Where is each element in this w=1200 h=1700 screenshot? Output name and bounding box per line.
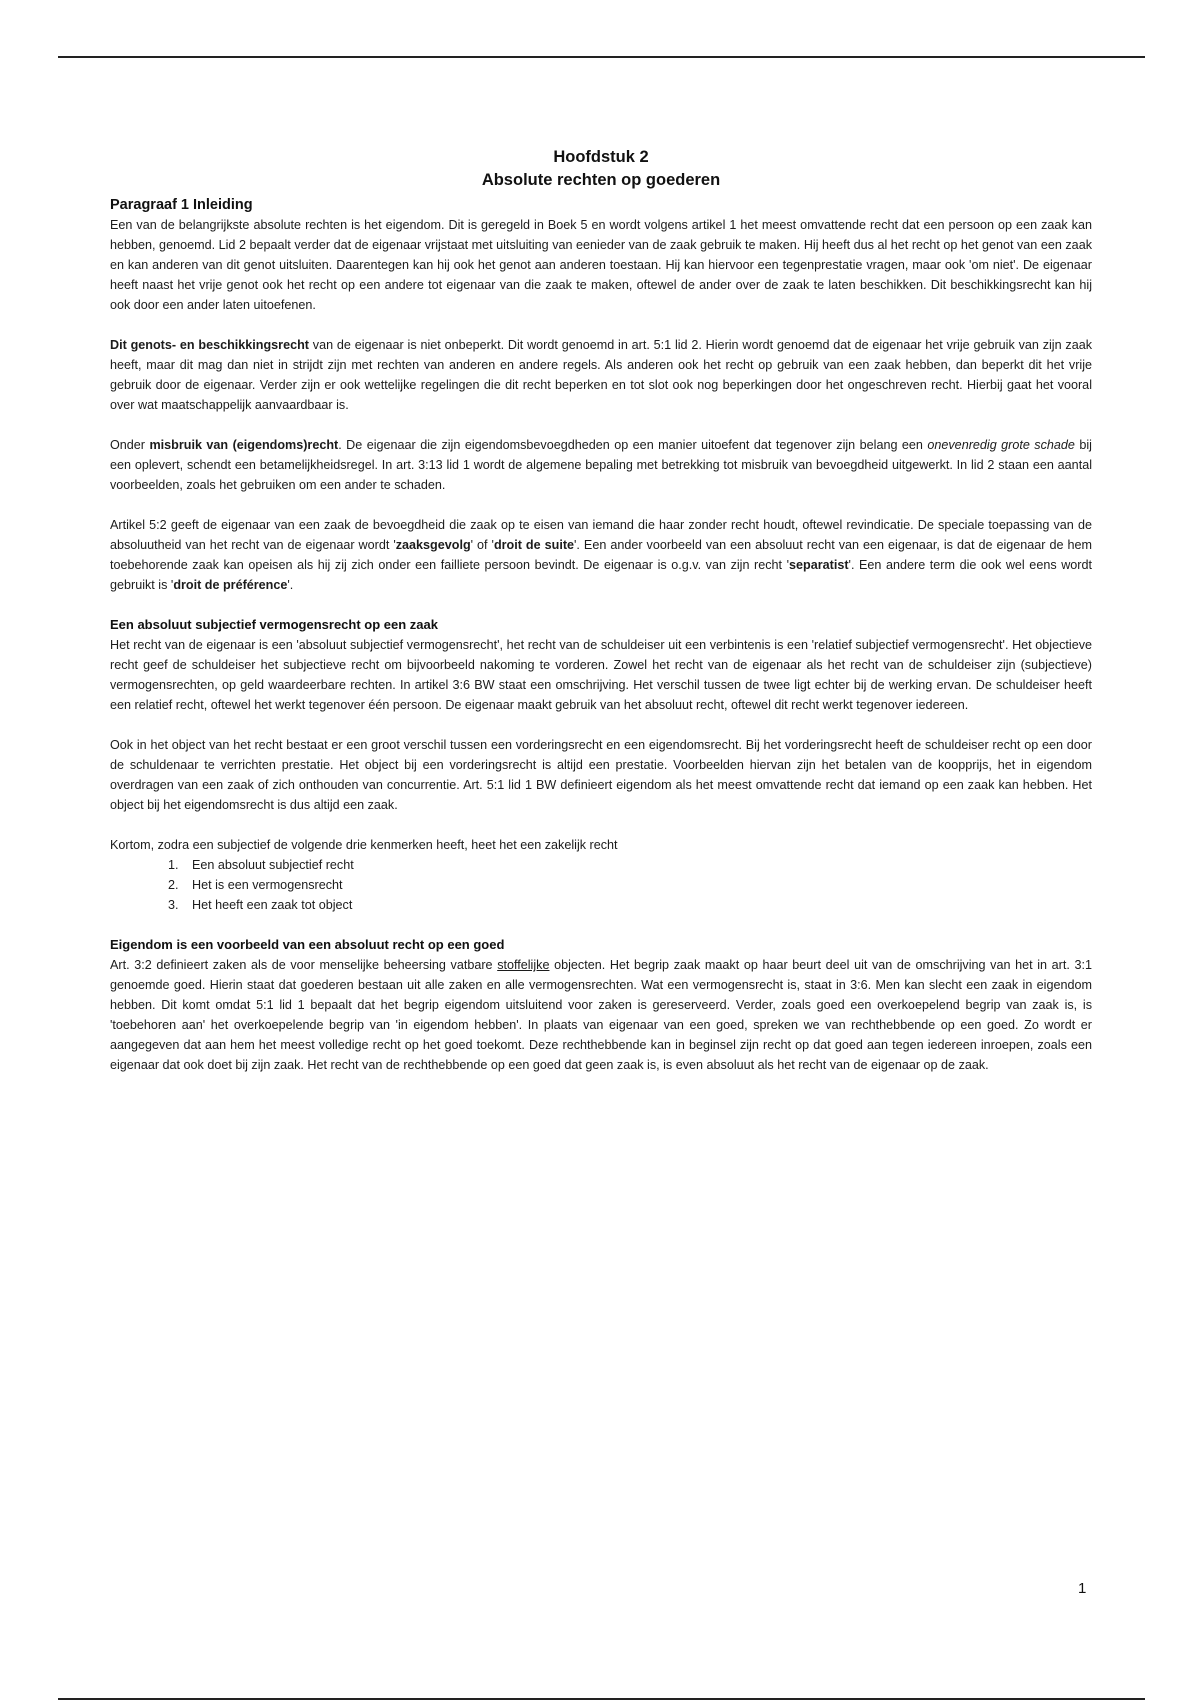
chapter-subtitle: Absolute rechten op goederen bbox=[481, 171, 721, 189]
text-run: '. Een andere term die ook wel eens wordt gebruikt is ' bbox=[110, 558, 1092, 592]
text-run: Artikel 5:2 geeft de eigenaar van een zaak de bevoegdheid die zaak op te eisen van iemand die haar zonder recht houdt, oftewel revindicatie. De speciale toepassing van de absoluutheid van het recht van de eigenaar wordt ' bbox=[110, 518, 1092, 552]
list-item bbox=[182, 855, 1092, 875]
spacer bbox=[110, 715, 1092, 735]
paragraph-genotsrecht bbox=[110, 335, 1092, 415]
text-run: Ook in het object van het recht bestaat er een groot verschil tussen een vorderingsrecht en een eigendomsrecht. Bij het vorderingsrecht heeft de schuldeiser recht op een door de schuldenaar te verrichten prestatie. Het object bij een vorderingsrecht is altijd een prestatie. Voorbeelden hiervan zijn het betalen van de koopprijs, het in eigendom overdragen van een zaak of zich onthouden van concurrentie. Art. 5:1 lid 1 BW definieert eigendom als het meest omvattende recht dat iemand op een zaak kan hebben. Het object bij het eigendomsrecht is dus altijd een zaak. bbox=[110, 738, 1092, 812]
paragraph-absoluut-recht-goed bbox=[110, 955, 1092, 1075]
kenmerken-list bbox=[110, 855, 1092, 915]
list-item-text: Het is een vermogensrecht bbox=[192, 878, 343, 892]
text-run: Een van de belangrijkste absolute rechten is het eigendom. Dit is geregeld in Boek 5 en wordt volgens artikel 1 het meest omvattende recht dat een persoon op een zaak kan hebben, genoemd. Lid 2 bepaalt verder dat de eigenaar vrijstaat met uitsluiting van eenieder van de zaak gebruik te maken. Hij heeft dus al het recht op het genot van een zaak en kan anderen van dit genot uitsluiten. Daarentegen kan hij ook het genot aan anderen toestaan. Hij kan hiervoor een tegenprestatie vragen, maar ook 'om niet'. De eigenaar heeft naast het vrije genot ook het recht op een andere tot eigenaar van die zaak te maken, oftewel de ander over de zaak te laten beschikken. Dit beschikkingsrecht kan hij ook door een ander laten uitoefenen. bbox=[110, 218, 1092, 312]
list-item-text: Een absoluut subjectief recht bbox=[192, 858, 354, 872]
document-page bbox=[110, 146, 1092, 1075]
spacer bbox=[110, 595, 1092, 615]
text-run: . De eigenaar die zijn eigendomsbevoegdheden op een manier uitoefent dat tegenover zijn belang een bbox=[338, 438, 928, 452]
text-run: van de eigenaar is niet onbeperkt. Dit wordt genoemd in art. 5:1 lid 2. Hierin wordt genoemd dat de eigenaar het vrije gebruik van zijn zaak heeft, maar dit mag dan niet in strijdt zijn met rechten van anderen en andere regels. Als anderen ook het recht op gebruik van een zaak hebben, dan beperkt dit het vrije gebruik door de eigenaar. Verder zijn er ook wettelijke regelingen die dit recht beperken en tot slot ook nog beperkingen door het ongeschreven recht. Hierbij gaat het vooral over wat maatschappelijk aanvaardbaar is. bbox=[110, 338, 1093, 412]
section-heading-inleiding: Paragraaf 1 Inleiding bbox=[110, 197, 253, 213]
spacer bbox=[110, 415, 1092, 435]
header-rule bbox=[58, 56, 1145, 58]
bold-term: droit de préférence bbox=[173, 578, 288, 592]
text-run: Onder bbox=[110, 438, 150, 452]
bold-term: zaaksgevolg bbox=[395, 538, 471, 552]
text-run: '. Een ander voorbeeld van een absoluut recht van een eigenaar, is dat de eigenaar de hem toebehorende zaak kan opeisen als hij zij zich onder een failliete persoon bevindt. De eigenaar is o.g.v. van zijn recht ' bbox=[110, 538, 1092, 572]
italic-term: onevenredig grote schade bbox=[927, 438, 1075, 452]
section-heading-subjectief: Een absoluut subjectief vermogensrecht op een zaak bbox=[110, 617, 438, 632]
list-item-text: Het heeft een zaak tot object bbox=[192, 898, 353, 912]
paragraph-subjectief-vermogensrecht bbox=[110, 635, 1092, 715]
text-run: '. bbox=[287, 578, 294, 592]
list-item bbox=[182, 895, 1092, 915]
text-run: ' of ' bbox=[470, 538, 494, 552]
paragraph-object-van-recht bbox=[110, 735, 1092, 815]
paragraph-revindicatie bbox=[110, 515, 1092, 595]
paragraph-kortom bbox=[110, 835, 1092, 855]
text-run: Art. 3:2 definieert zaken als de voor menselijke beheersing vatbare bbox=[110, 958, 498, 972]
spacer bbox=[110, 315, 1092, 335]
text-run: Kortom, zodra een subjectief de volgende drie kenmerken heeft, heet het een zakelijk recht bbox=[110, 838, 618, 852]
chapter-titles bbox=[110, 146, 1092, 192]
spacer bbox=[110, 495, 1092, 515]
text-run: Het recht van de eigenaar is een 'absoluut subjectief vermogensrecht', het recht van de schuldeiser uit een verbintenis is een 'relatief subjectief vermogensrecht'. Het objectieve recht geef de schuldeiser het subjectieve recht om bijvoorbeeld nakoming te vorderen. Zowel het recht van de eigenaar als het recht van de schuldeiser zijn (subjectieve) vermogensrechten, op geld waardeerbare rechten. In artikel 3:6 BW staat een omschrijving. Het verschil tussen de twee ligt echter bij de werking ervan. De schuldeiser heeft een relatief recht, oftewel het werkt tegenover één persoon. De eigenaar maakt gebruik van het absoluut recht, oftewel dit recht werkt tegenover iedereen. bbox=[110, 638, 1092, 712]
spacer bbox=[110, 915, 1092, 935]
page-number: 1 bbox=[1078, 1580, 1087, 1597]
paragraph-eigendom-intro bbox=[110, 215, 1092, 315]
bold-term: misbruik van (eigendoms)recht bbox=[149, 438, 339, 452]
section-heading-eigendom: Eigendom is een voorbeeld van een absoluut recht op een goed bbox=[110, 937, 505, 952]
bold-term: separatist bbox=[789, 558, 849, 572]
text-run: bij een oplevert, schendt een betamelijkheidsregel. In art. 3:13 lid 1 wordt de algemene bepaling met betrekking tot misbruik van bevoegdheid uitgewerkt. In lid 2 staan een aantal voorbeelden, zoals het gebruiken om een ander te schaden. bbox=[110, 438, 1092, 492]
paragraph-misbruik bbox=[110, 435, 1092, 495]
bold-term: Dit genots- en beschikkingsrecht bbox=[110, 338, 309, 352]
bold-term: droit de suite bbox=[493, 538, 575, 552]
spacer bbox=[110, 815, 1092, 835]
text-run: objecten. Het begrip zaak maakt op haar beurt deel uit van de omschrijving van het in art. 3:1 genoemde goed. Hierin staat dat goederen bestaan uit alle zaken en alle vermogensrechten. Wat een vermogensrecht is, staat in 3:6. Men kan slecht een zaak in eigendom hebben. Dit komt omdat 5:1 lid 1 bepaalt dat het begrip eigendom uitsluitend voor zaken is gereserveerd. Verder, zoals goed een overkoepelend begrip van zaak is, is 'toebehoren aan' het overkoepelende begrip van 'in eigendom hebben'. In plaats van eigenaar van een goed, spreken we van rechthebbende op een goed. Zo wordt er aangegeven dat aan hem het meest volledige recht op het goed toekomt. Deze rechthebbende kan in beginsel zijn recht op dat goed aan tegen iedereen inroepen, zoals een eigenaar dat ook doet bij zijn zaak. Het recht van de rechthebbende op een goed dat geen zaak is, is even absoluut als het recht van de eigenaar op de zaak. bbox=[110, 958, 1092, 1072]
chapter-title: Hoofdstuk 2 bbox=[553, 148, 649, 166]
underlined-term: stoffelijke bbox=[497, 958, 550, 972]
list-item bbox=[182, 875, 1092, 895]
